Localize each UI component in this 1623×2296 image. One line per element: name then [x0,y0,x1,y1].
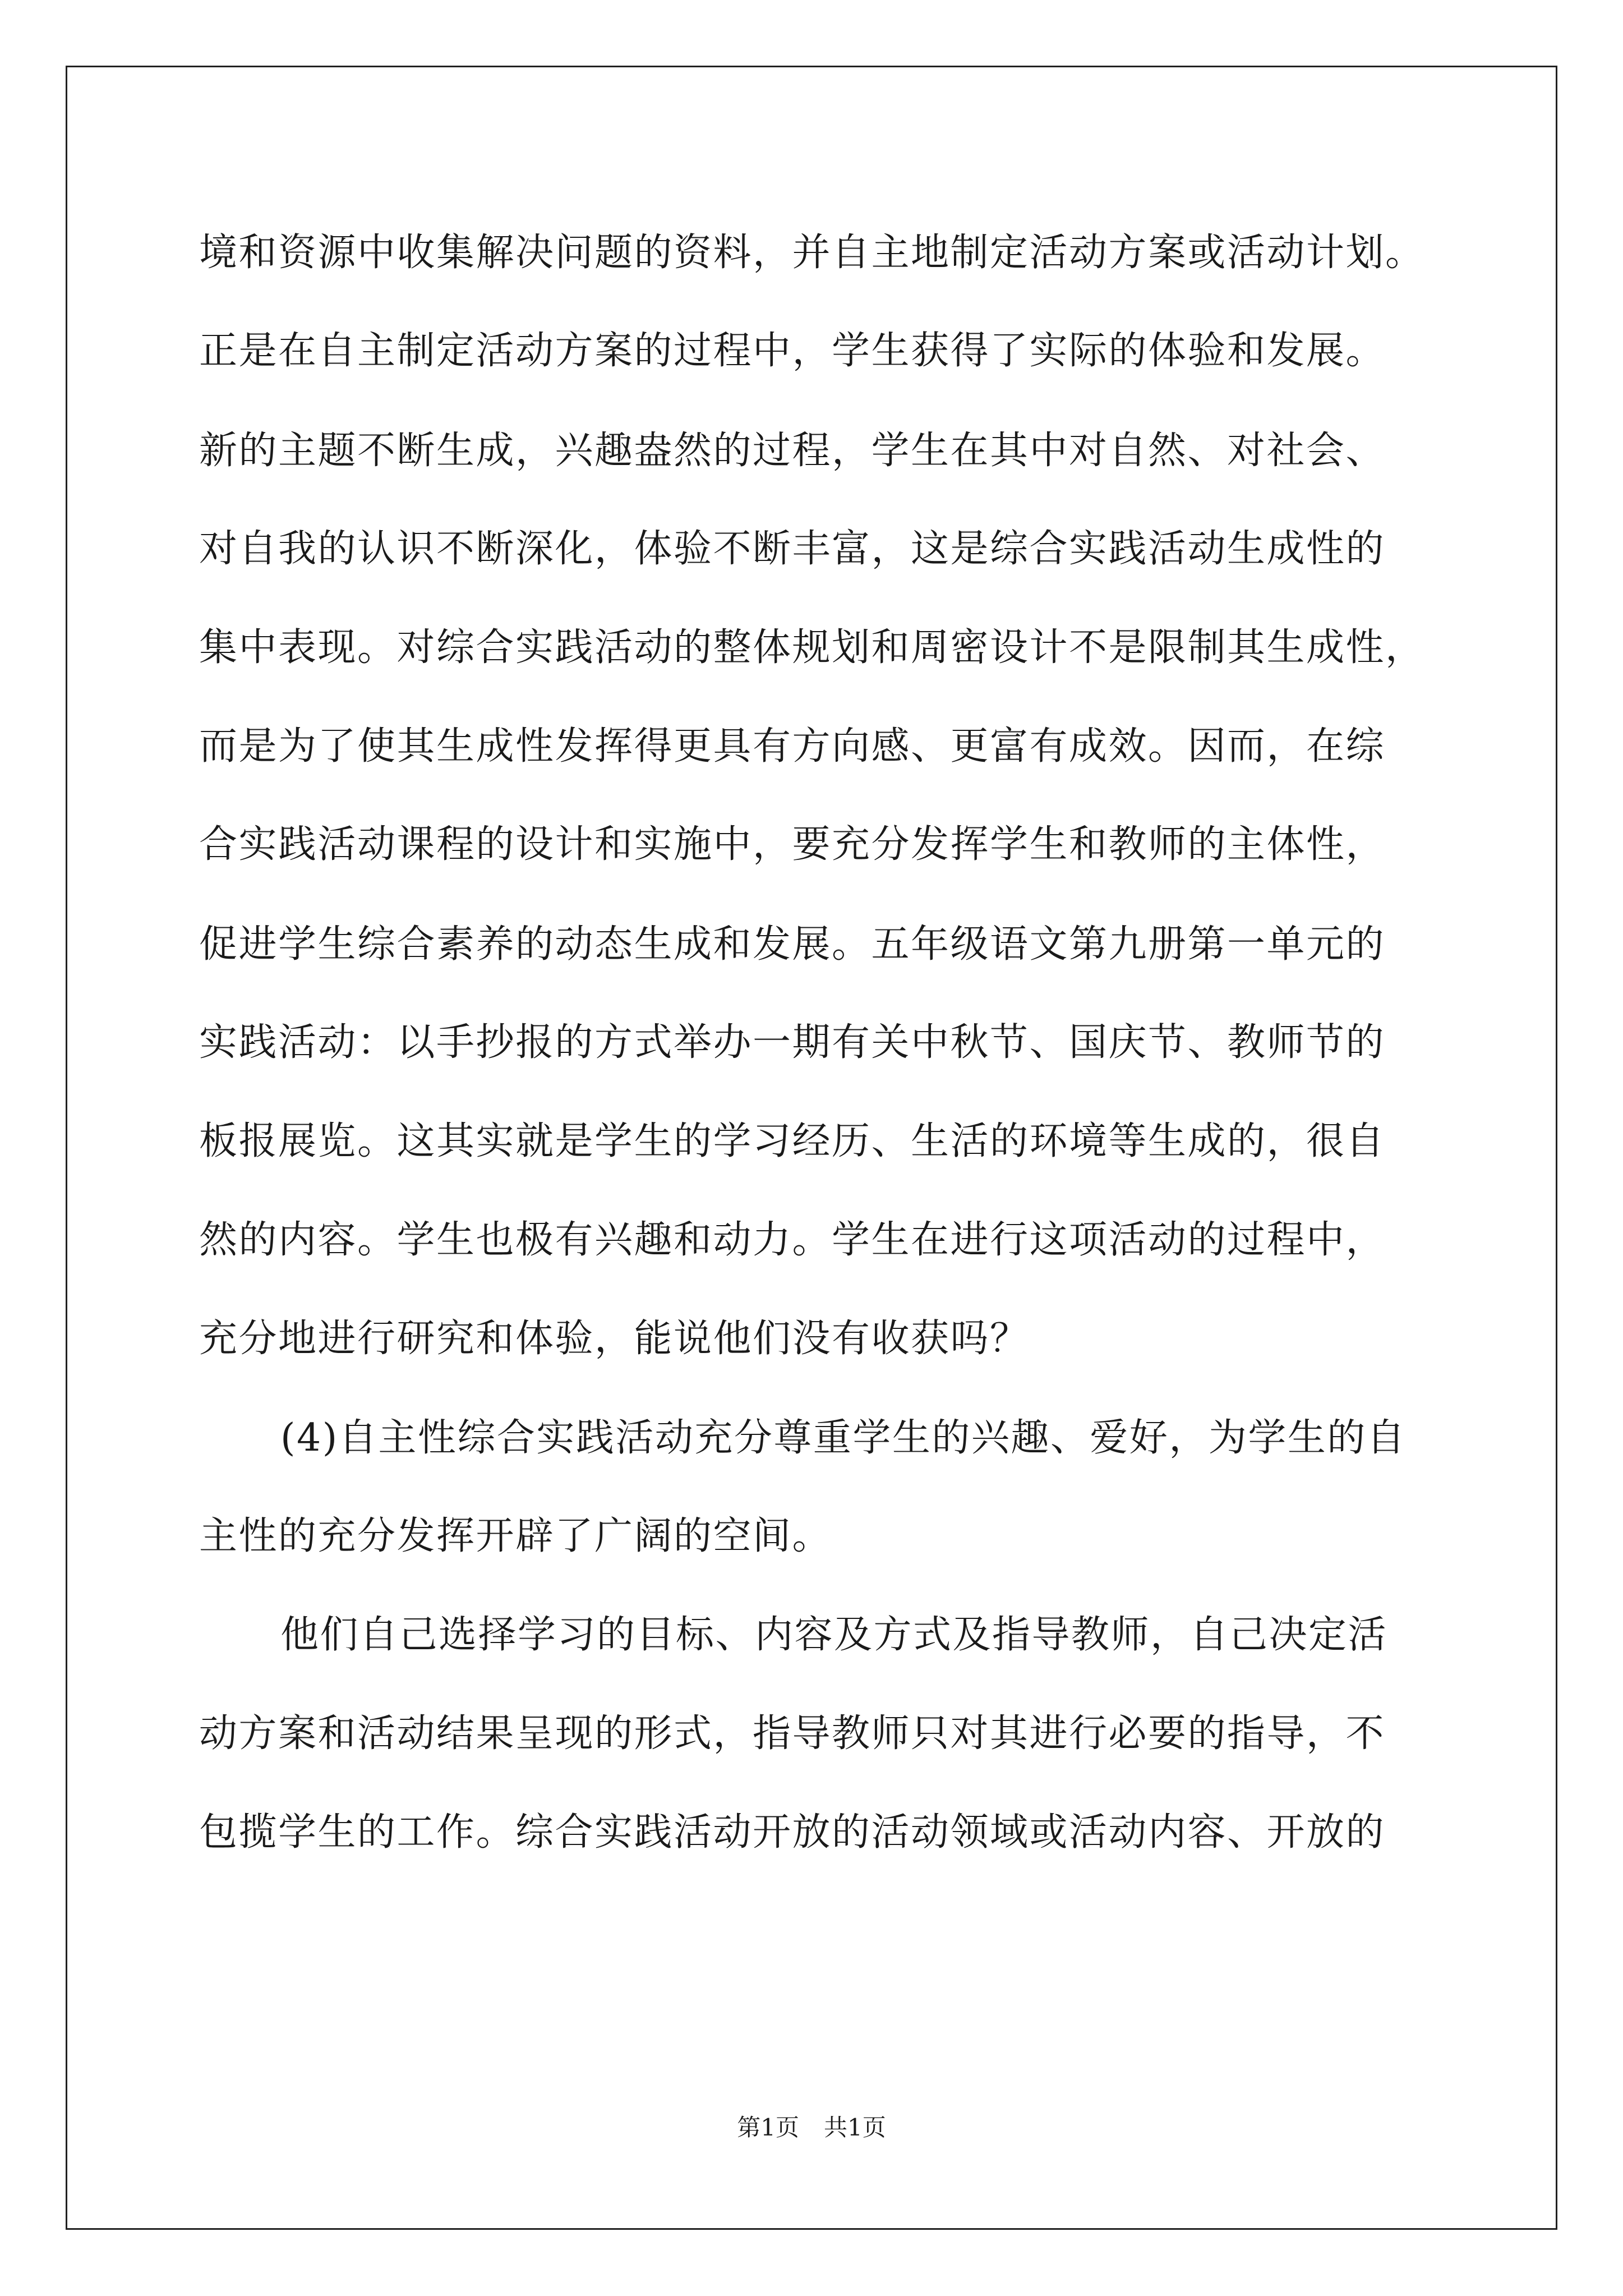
text-line: 合实践活动课程的设计和实施中，要充分发挥学生和教师的主体性， [199,822,1386,867]
page-footer [0,2116,1623,2139]
text-line: 包揽学生的工作。综合实践活动开放的活动领域或活动内容、开放的 [199,1810,1386,1855]
text-line: 板报展览。这其实就是学生的学习经历、生活的环境等生成的，很自 [199,1119,1386,1163]
page-number-total: 共1页 [824,2114,886,2141]
paragraph-first-line: (4)自主性综合实践活动充分尊重学生的兴趣、爱好，为学生的自 [280,1416,1407,1460]
text-line: 境和资源中收集解决问题的资料，并自主地制定活动方案或活动计划。 [199,231,1425,275]
text-line: 充分地进行研究和体验，能说他们没有收获吗？ [199,1317,1030,1361]
text-line: 对自我的认识不断深化，体验不断丰富，这是综合实践活动生成性的 [199,527,1386,571]
text-line: 然的内容。学生也极有兴趣和动力。学生在进行这项活动的过程中， [199,1218,1386,1262]
text-line: 促进学生综合素养的动态生成和发展。五年级语文第九册第一单元的 [199,922,1386,967]
text-line: 正是在自主制定活动方案的过程中，学生获得了实际的体验和发展。 [199,329,1386,373]
text-line: 主性的充分发挥开辟了广阔的空间。 [199,1514,832,1558]
text-line: 而是为了使其生成性发挥得更具有方向感、更富有成效。因而，在综 [199,724,1386,769]
text-line: 动方案和活动结果呈现的形式，指导教师只对其进行必要的指导，不 [199,1711,1386,1756]
text-line: 实践活动：以手抄报的方式举办一期有关中秋节、国庆节、教师节的 [199,1020,1386,1065]
text-line: 新的主题不断生成，兴趣盎然的过程，学生在其中对自然、对社会、 [199,429,1386,473]
paragraph-first-line: 他们自己选择学习的目标、内容及方式及指导教师，自己决定活 [280,1613,1388,1657]
page-number-current: 第1页 [737,2114,799,2141]
text-line: 集中表现。对综合实践活动的整体规划和周密设计不是限制其生成性， [199,625,1425,670]
